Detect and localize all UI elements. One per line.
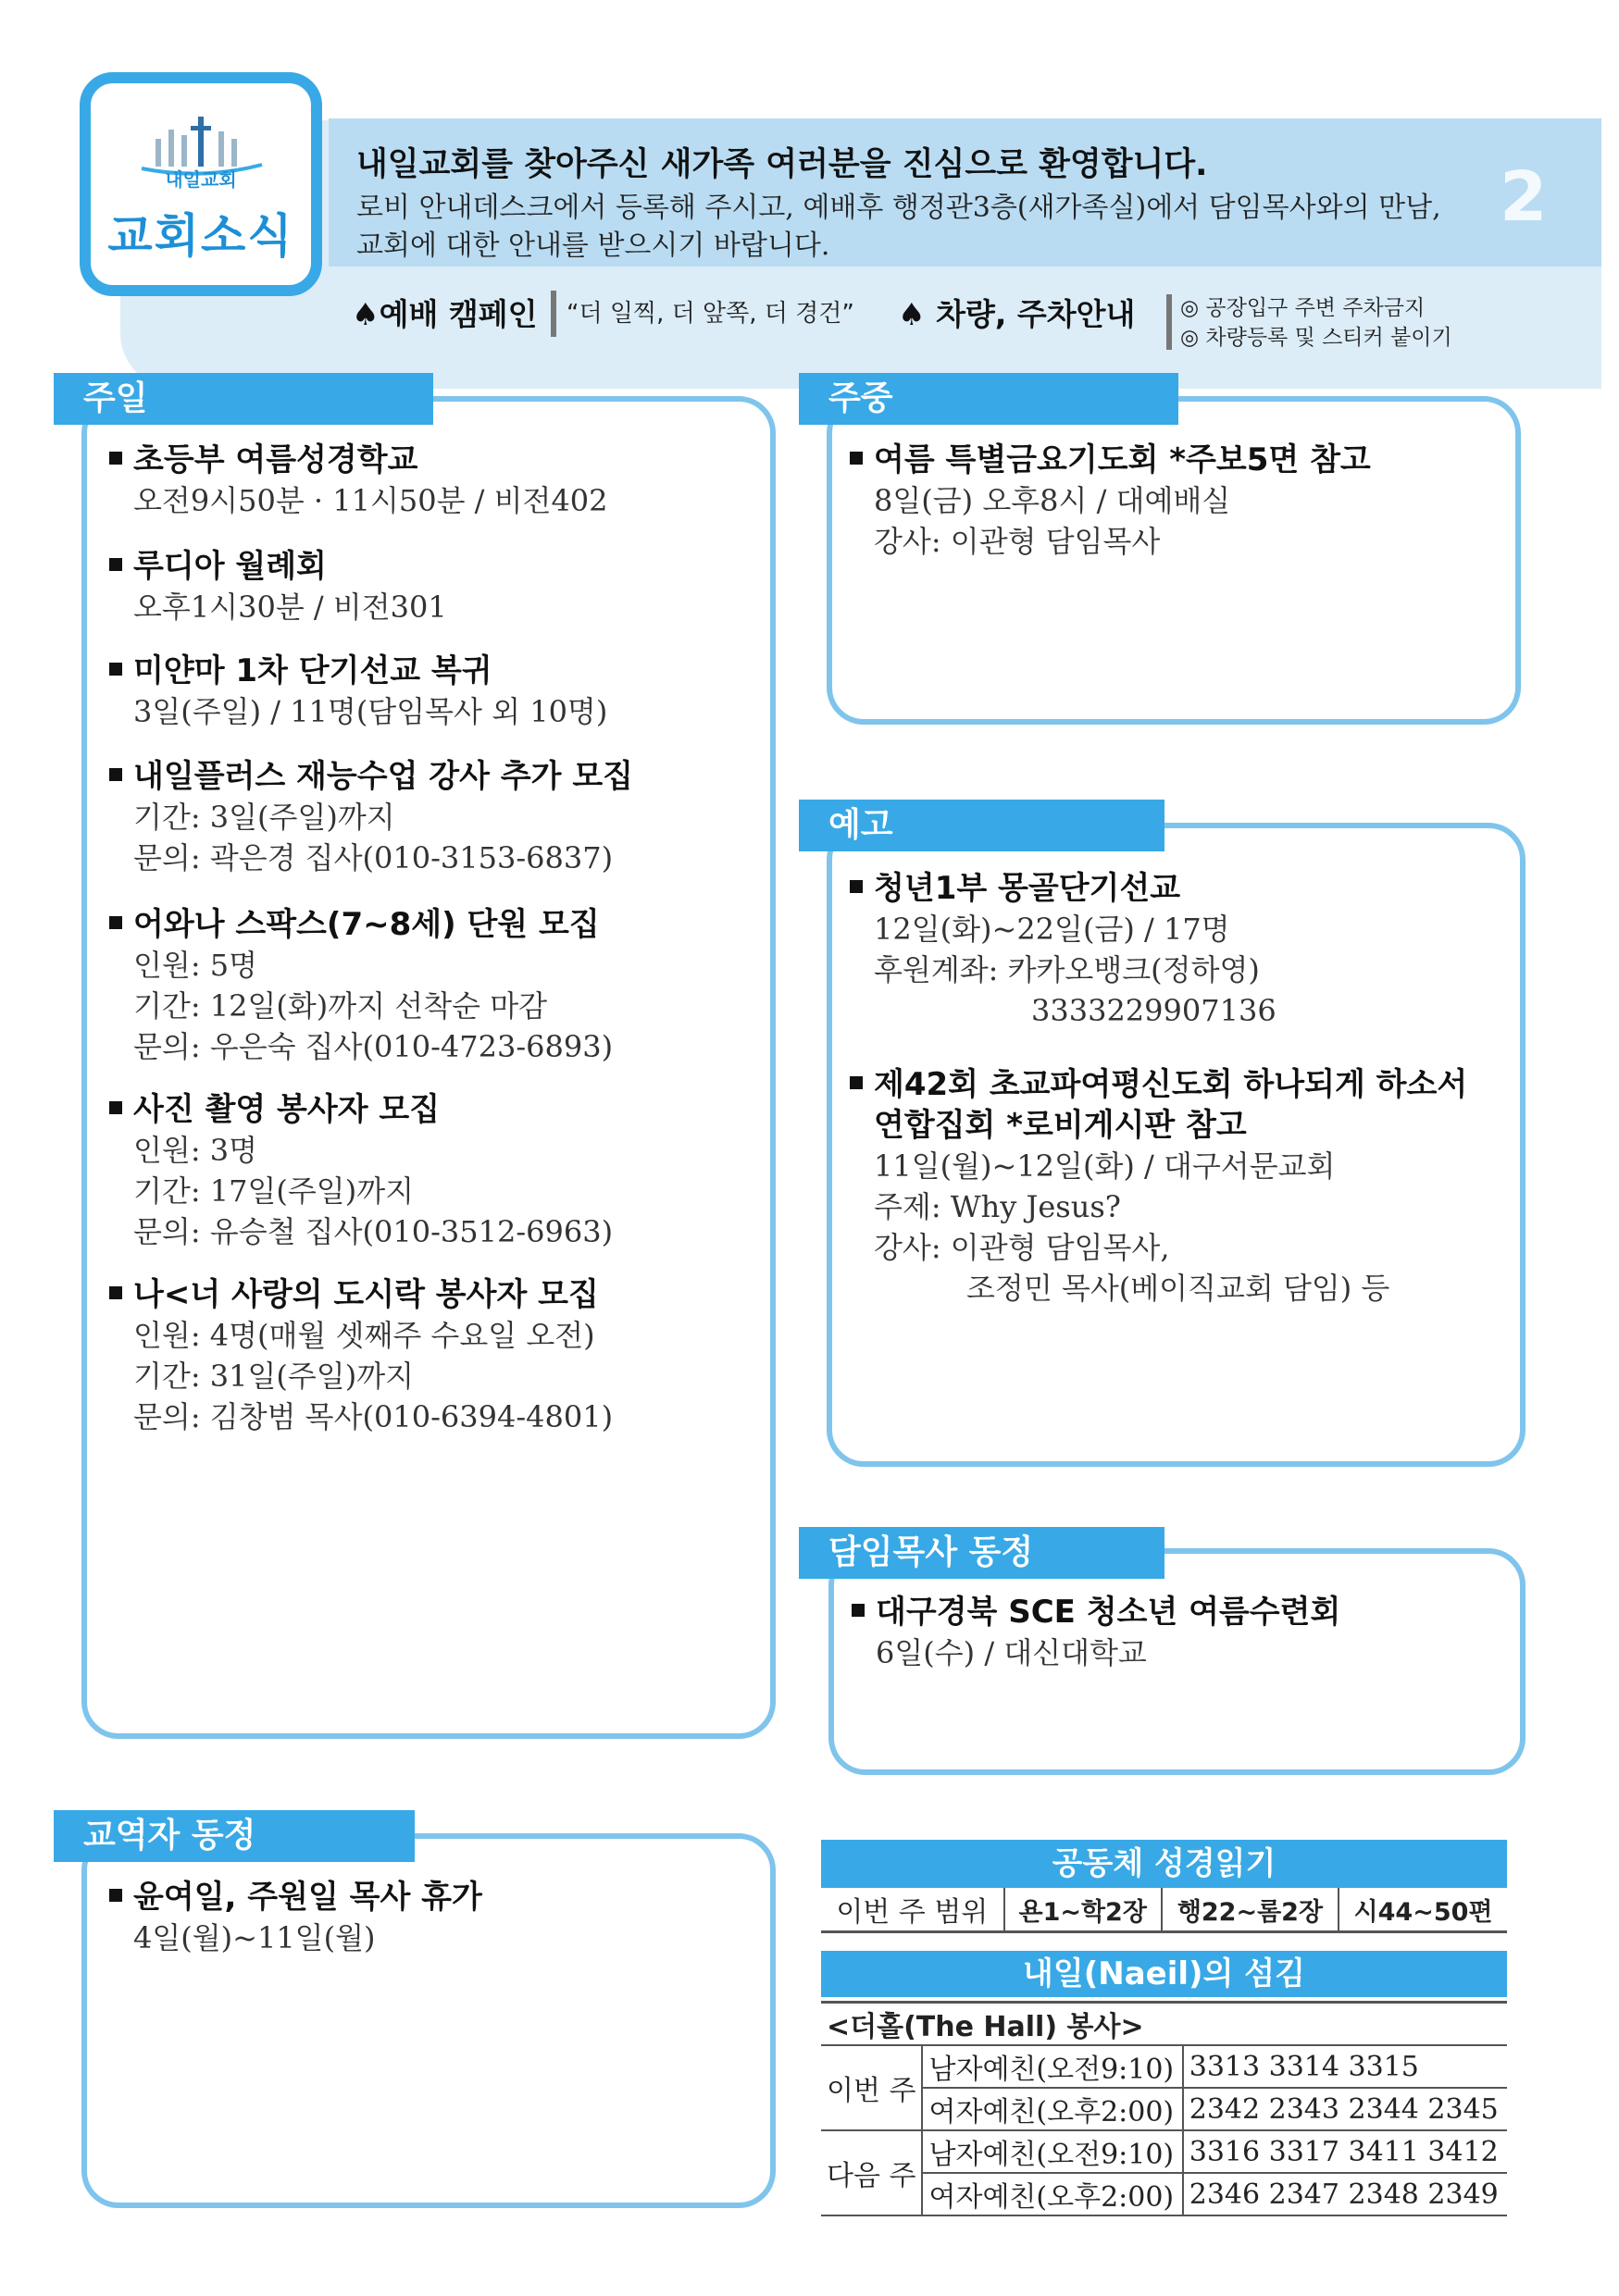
item-detail: 문의: 김창범 목사(010-6394-4801) — [133, 1399, 614, 1434]
week-label: 다음 주 — [821, 2130, 922, 2215]
weekday-tab: 주중 — [799, 373, 1178, 425]
item-detail: 문의: 곽은경 집사(010-3153-6837) — [133, 840, 614, 875]
range-value: 욘1~학2장 — [1004, 1888, 1162, 1932]
item-detail: 강사: 이관형 담임목사, — [874, 1230, 1170, 1265]
item-detail: 12일(화)~22일(금) / 17명 — [874, 912, 1230, 947]
service-subtitle: <더홀(The Hall) 봉사> — [821, 2003, 1507, 2046]
list-item — [109, 1089, 613, 1252]
item-detail: 문의: 유승철 집사(010-3512-6963) — [133, 1214, 614, 1249]
sunday-tab: 주일 — [54, 373, 433, 425]
item-detail: 주제: Why Jesus? — [874, 1189, 1121, 1224]
bible-reading-title: 공동체 성경읽기 — [821, 1840, 1507, 1888]
welcome-title: 내일교회를 찾아주신 새가족 여러분을 진심으로 환영합니다. — [356, 146, 1208, 183]
item-detail: 오전9시50분 · 11시50분 / 비전402 — [133, 483, 608, 518]
welcome-text-line: 교회에 대한 안내를 받으시기 바랍니다. — [356, 230, 830, 262]
item-detail: 조정민 목사(베이직교회 담임) 등 — [966, 1271, 1390, 1306]
group-name: 남자예친(오전9:10) — [922, 2130, 1182, 2173]
notice-tab: 예고 — [799, 800, 1164, 851]
divider — [1166, 294, 1172, 350]
list-item — [850, 1064, 1467, 1309]
item-title: 내일플러스 재능수업 강사 추가 모집 — [133, 758, 634, 795]
welcome-text-line: 로비 안내데스크에서 등록해 주시고, 예배후 행정관3층(새가족실)에서 담임목사와의 만남, — [356, 192, 1441, 224]
item-title: 제42회 초교파여평신도회 하나되게 하소서 — [874, 1066, 1468, 1103]
list-item — [850, 440, 1371, 562]
item-title: 루디아 월례회 — [133, 548, 327, 585]
list-item — [852, 1592, 1340, 1673]
service-table — [821, 2001, 1507, 2216]
church-logo — [80, 72, 322, 296]
member-numbers: 2346 2347 2348 2349 — [1183, 2173, 1507, 2215]
item-detail: 후원계좌: 카카오뱅크(정하영) — [874, 952, 1260, 987]
range-value: 행22~롬2장 — [1162, 1888, 1339, 1932]
campaign-label: ♠예배 캠페인 — [352, 296, 538, 332]
week-label: 이번 주 — [821, 2045, 922, 2130]
range-label: 이번 주 범위 — [821, 1888, 1004, 1932]
group-name: 여자예친(오후2:00) — [922, 2088, 1182, 2130]
item-title: 윤여일, 주원일 목사 휴가 — [133, 1879, 482, 1916]
item-detail: 8일(금) 오후8시 / 대예배실 — [874, 483, 1231, 518]
service-title: 내일(Naeil)의 섬김 — [821, 1951, 1507, 1997]
list-item — [109, 756, 633, 878]
item-detail: 3일(주일) / 11명(담임목사 외 10명) — [133, 694, 608, 729]
item-title: 사진 촬영 봉사자 모집 — [133, 1091, 441, 1128]
list-item — [109, 1877, 482, 1958]
page-title: 교회소식 — [107, 209, 294, 263]
bible-reading-table — [821, 1888, 1507, 1933]
group-name: 여자예친(오후2:00) — [922, 2173, 1182, 2215]
item-title: 나<너 사랑의 도시락 봉사자 모집 — [133, 1276, 599, 1313]
ministers-tab: 교역자 동정 — [54, 1810, 415, 1862]
parking-label: ♠ 차량, 주차안내 — [898, 296, 1136, 332]
item-title: 미얀마 1차 단기선교 복귀 — [133, 652, 492, 689]
range-value: 시44~50편 — [1339, 1888, 1507, 1932]
item-detail: 기간: 17일(주일)까지 — [133, 1173, 415, 1209]
item-detail: 11일(월)~12일(화) / 대구서문교회 — [874, 1148, 1336, 1184]
list-item — [850, 868, 1277, 1031]
list-item — [109, 904, 613, 1067]
list-item — [109, 440, 608, 521]
account-number: 3333229907136 — [1031, 993, 1277, 1028]
item-detail: 문의: 우은숙 집사(010-4723-6893) — [133, 1029, 614, 1064]
item-detail: 강사: 이관형 담임목사 — [874, 524, 1161, 559]
parking-note: ◎ 차량등록 및 스티커 붙이기 — [1180, 326, 1452, 350]
list-item — [109, 546, 447, 627]
list-item — [109, 1274, 613, 1437]
item-title: 어와나 스팍스(7~8세) 단원 모집 — [133, 906, 600, 943]
list-item — [109, 651, 607, 732]
item-detail: 기간: 31일(주일)까지 — [133, 1359, 415, 1394]
item-detail: 6일(수) / 대신대학교 — [876, 1635, 1147, 1670]
item-title: 연합집회 *로비게시판 참고 — [874, 1107, 1247, 1144]
page-number: 2 — [1500, 157, 1548, 237]
item-title: 대구경북 SCE 청소년 여름수련회 — [876, 1594, 1341, 1631]
member-numbers: 2342 2343 2344 2345 — [1183, 2088, 1507, 2130]
divider — [551, 291, 556, 337]
item-detail: 오후1시30분 / 비전301 — [133, 590, 447, 625]
item-detail: 인원: 5명 — [133, 948, 258, 983]
member-numbers: 3313 3314 3315 — [1183, 2045, 1507, 2088]
member-numbers: 3316 3317 3411 3412 — [1183, 2130, 1507, 2173]
item-detail: 인원: 3명 — [133, 1133, 258, 1168]
parking-note: ◎ 공장입구 주변 주차금지 — [1180, 296, 1426, 320]
item-detail: 4일(월)~11일(월) — [133, 1920, 376, 1955]
church-name: 내일교회 — [165, 168, 237, 191]
item-title: 청년1부 몽골단기선교 — [874, 870, 1181, 907]
item-title: 초등부 여름성경학교 — [133, 441, 418, 478]
item-detail: 기간: 12일(화)까지 선착순 마감 — [133, 988, 548, 1024]
pastor-tab: 담임목사 동정 — [799, 1527, 1164, 1579]
campaign-text: “더 일찍, 더 앞쪽, 더 경건” — [567, 300, 854, 328]
item-detail: 인원: 4명(매월 셋째주 수요일 오전) — [133, 1318, 595, 1353]
item-title: 여름 특별금요기도회 *주보5면 참고 — [874, 441, 1371, 478]
item-detail: 기간: 3일(주일)까지 — [133, 800, 395, 835]
group-name: 남자예친(오전9:10) — [922, 2045, 1182, 2088]
